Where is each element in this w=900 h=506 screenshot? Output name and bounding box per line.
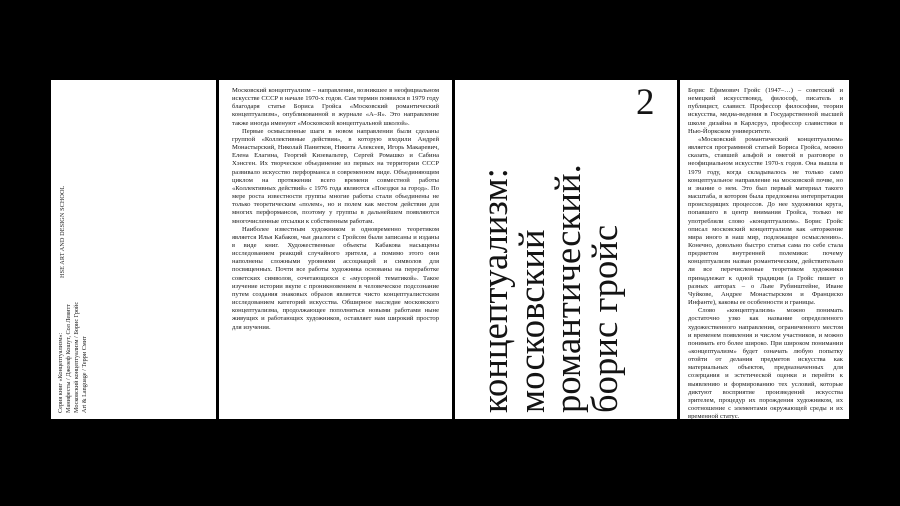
title-panel [455, 80, 677, 419]
title-line: концептуализм: [474, 168, 515, 413]
title-line: московский [510, 229, 552, 413]
book-series-list [57, 302, 89, 413]
paragraph: Первые осмысленные шаги в новом направлении были сделаны группой «Коллективные действия», в которую входили Андрей Монастырский, Николай Панитков, Никита Алексеев, Игорь Макаревич, Елена Елагина, Георгий Кизевальтер, Сергей Ромашко и Сабина Хэнсген. Их творческое объединение из первых на территории СССР развивало искусство перформанса в современном виде. Объединяющим циклом на протяжении всего времени совместной работы «Коллективных действий» с 1976 года являются «Поездки за город». По мере роста известности группы многие работы стали объединены не только теоретическим «полем», но и полем как местом действия для многих перформансов, поэтому у группы в дальнейшем появляются многочисленные отсылки к собственным работам. [232, 127, 439, 225]
volume-number: 2 [636, 82, 655, 123]
intro-text-column [232, 87, 439, 332]
series-line: Московский концептуализм / Борис Гройс [73, 301, 80, 413]
author-text-column [688, 87, 843, 419]
publisher-label: HSE ART AND DESIGN SCHOOL [59, 185, 66, 278]
paragraph: Борис Ефимович Гройс (1947–…) – советский и немецкий искусствовед, философ, писатель и публицист, славист. Профессор философии, теории искусства, медиа-ведения в Государственной высшей школе дизайна в Карлсруэ, профессор славистики в Нью-Йоркском университете. [688, 87, 843, 135]
series-line: Манифесты / Джозеф Кошут, Сол Левитт [65, 304, 72, 413]
back-cover-panel [51, 80, 216, 419]
title-line: романтический. [547, 164, 589, 413]
paragraph: Слово «концептуализм» можно понимать достаточно узко как название определенного художественного направления, ограниченного местом и временем появления и числом участников, и можно понимать его более широко. При широком понимании «концептуализм» будет означать любую попытку отойти от делания предметов искусства как материальных объектов, предназначенных для созерцания и эстетической оценки и перейти к выявлению и формированию тех условий, которые диктуют восприятие произведений искусства зрителем, процедур их порождения художником, их соотношение с элементами окружающей среды и их временной статус. [688, 307, 843, 419]
paragraph: «Московский романтический концептуализм» является программной статьей Бориса Гройса, можно сказать, ставшей альфой и омегой в разговоре о неофициальном искусстве 1970-х годов. Она вышла в 1979 году, когда складывалось не только само концептуальное направление на московской почве, но и знание о нем. Это был первый материал такого масштаба, в котором была предложена интерпретация происходящих процессов. До нее художники круга, попавшего в центр внимания Гройса, только не употребляли слово «концептуализм». Борис Гройс описал московский концептуализм как «вторжение мира иного в наш мир, подлежащее осмыслению». Конечно, довольно быстро статья сама по себе стала предметом внутренней полемики: почему концептуализм назван романтическим, действительно ли все перечисленные теоретиком художники принадлежат к одной традиции (а Гройс пишет о разных авторах – о Льве Рубинштейне, Иване Чуйкове, Андрее Монастырском и Франциско Инфанте), каковы ее особенности и границы. [688, 135, 843, 307]
paragraph: Московский концептуализм – направление, возникшее в неофициальном искусстве СССР в начале 1970-х годов. Сам термин появился в 1979 году благодаря статье Бориса Гройса «Московский романтический концептуализм», опубликованной в журнале «А–Я». Это направление также иногда именуют «Московской концептуальной школой». [232, 87, 439, 127]
book-title [474, 164, 625, 413]
paragraph: Наиболее известным художником и одновременно теоретиком является Илья Кабаков, чьи диалоги с Гройсом были записаны и изданы в виде книг. Художественные объекты Кабакова насыщены исследованием реакций случайного зрителя, а помимо этого они наполнены сложными уровнями ассоциаций и символов для посвященных. Почти все работы художника основаны на переработке советских символов, сочетающихся с «мусорной тематикой». Такое изучение истории вкупе с проникновением в человеческое подсознание путем создания знаковых образов является чисто концептуалистским исследованием категорий искусства. Обширное наследие московского концептуализма, продолжающее пополняться новыми работами ныне живущих и работающих художников, оставляет нам широкий простор для изучения. [232, 225, 439, 331]
intro-text-panel [219, 80, 452, 419]
series-line: Серия книг «Концептуализм»: [57, 332, 64, 413]
title-line: борис гройс [583, 224, 625, 413]
series-line: Art & Language / Терри Смит [81, 336, 88, 413]
author-text-panel [680, 80, 849, 419]
